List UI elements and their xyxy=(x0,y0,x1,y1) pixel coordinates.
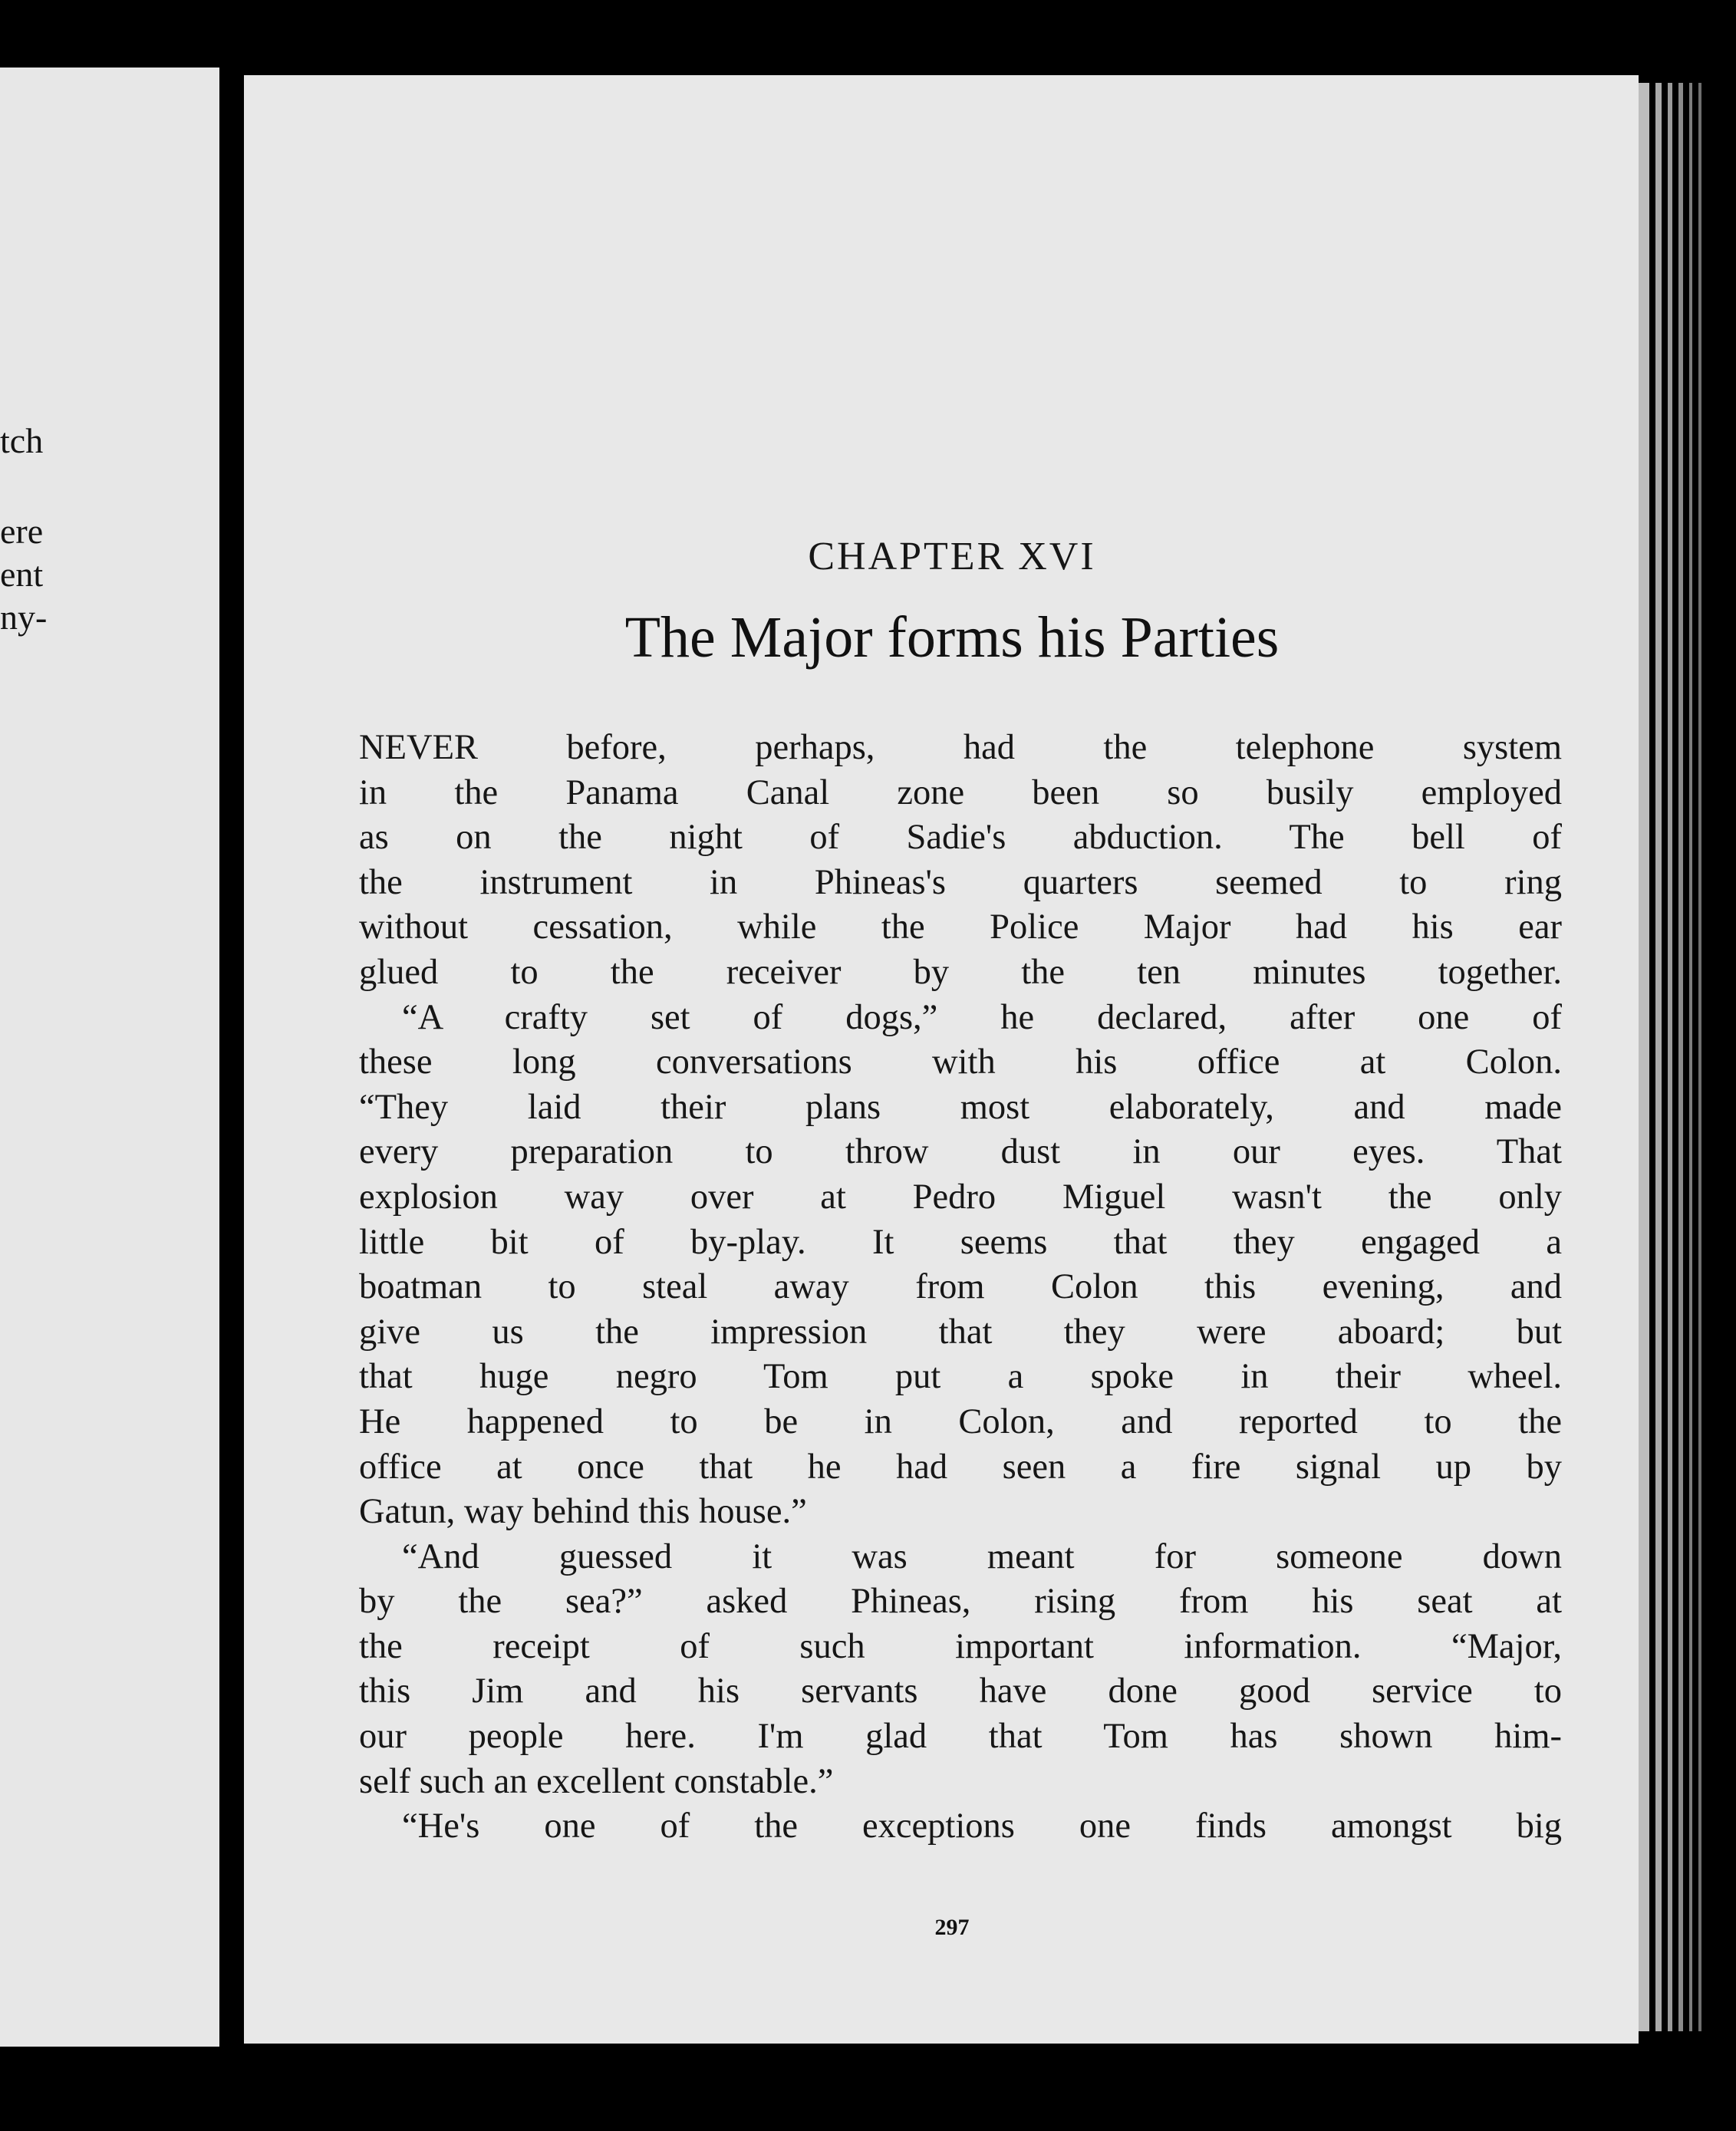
text-line: little bit of by-play. It seems that they engaged a xyxy=(359,1222,1562,1262)
text-line: that huge negro Tom put a spoke in their wheel. xyxy=(359,1357,1562,1397)
body-text xyxy=(359,726,1562,1849)
left-text-fragment: ny- xyxy=(0,598,48,637)
left-text-fragment: ent xyxy=(0,555,44,594)
page-number: 297 xyxy=(934,1915,970,1940)
text-line: the receipt of such important information. “Major, xyxy=(359,1626,1562,1666)
page-edge xyxy=(1678,83,1683,2031)
text-line: NEVER before, perhaps, had the telephone system xyxy=(359,728,1562,767)
page-edge xyxy=(1668,83,1672,2031)
text-line: “He's one of the exceptions one finds amongst big xyxy=(402,1807,1562,1846)
text-line: boatman to steal away from Colon this evening, and xyxy=(359,1267,1562,1307)
book-page xyxy=(244,75,1639,2044)
text-line: “A crafty set of dogs,” he declared, after one of xyxy=(402,997,1562,1037)
text-line: as on the night of Sadie's abduction. The bell of xyxy=(359,818,1562,858)
text-line: the instrument in Phineas's quarters seemed to ring xyxy=(359,862,1562,902)
page-edges xyxy=(1639,83,1715,2031)
text-line: this Jim and his servants have done good service to xyxy=(359,1672,1562,1711)
chapter-label: CHAPTER XVI xyxy=(808,535,1096,578)
text-line: self such an excellent constable.” xyxy=(359,1761,834,1801)
page-edge xyxy=(1639,83,1649,2031)
text-line: these long conversations with his office at Colon. xyxy=(359,1042,1562,1082)
text-line: without cessation, while the Police Major had his ear xyxy=(359,907,1562,947)
text-line: give us the impression that they were aboard; but xyxy=(359,1312,1562,1352)
text-line: explosion way over at Pedro Miguel wasn't the only xyxy=(359,1177,1562,1217)
page-edge xyxy=(1698,83,1701,2031)
text-line: in the Panama Canal zone been so busily employed xyxy=(359,772,1562,812)
text-line: glued to the receiver by the ten minutes together. xyxy=(359,952,1562,992)
left-text-fragment: tch xyxy=(0,421,44,460)
text-line: our people here. I'm glad that Tom has shown him- xyxy=(359,1717,1562,1757)
page-edge xyxy=(1689,83,1692,2031)
book-gutter xyxy=(219,73,245,2037)
text-line: office at once that he had seen a fire signal up by xyxy=(359,1447,1562,1487)
text-line: by the sea?” asked Phineas, rising from his seat at xyxy=(359,1582,1562,1622)
text-line: “And guessed it was meant for someone down xyxy=(402,1536,1562,1576)
left-page xyxy=(0,68,219,2047)
text-line: He happened to be in Colon, and reported to the xyxy=(359,1401,1562,1441)
page-edge xyxy=(1655,83,1662,2031)
text-line: “They laid their plans most elaborately, and made xyxy=(359,1087,1562,1127)
left-text-fragment: ere xyxy=(0,512,44,551)
chapter-title: The Major forms his Parties xyxy=(624,605,1280,670)
text-line: every preparation to throw dust in our eyes. That xyxy=(359,1132,1562,1172)
text-line: Gatun, way behind this house.” xyxy=(359,1492,807,1532)
